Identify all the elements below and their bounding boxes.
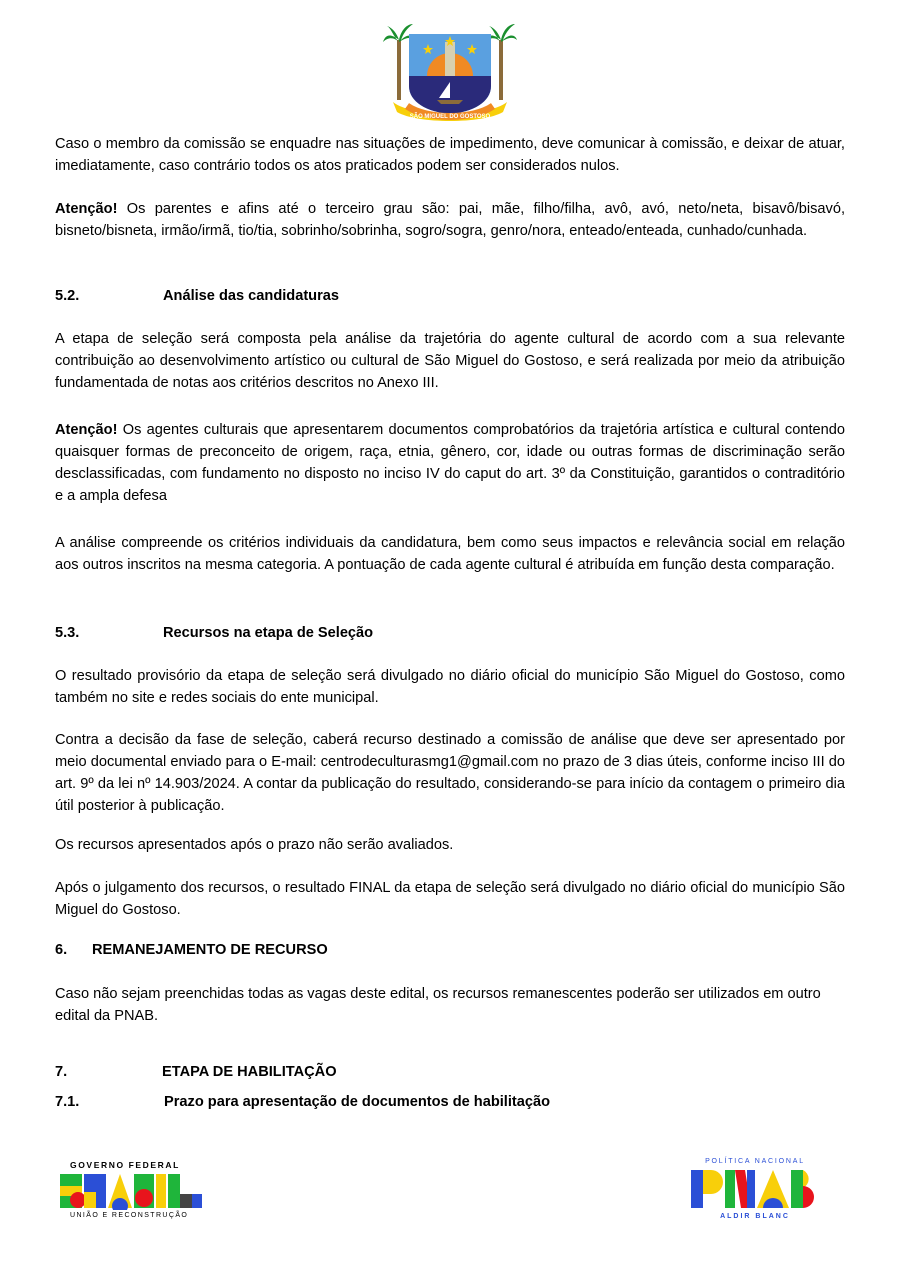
attention-label: Atenção! — [55, 422, 118, 438]
brasil-wordmark-icon — [58, 1172, 206, 1210]
paragraph-resultado-final: Após o julgamento dos recursos, o resultado FINAL da etapa de seleção será divulgado no diário oficial do município São Miguel do Gostoso. — [55, 880, 845, 918]
heading-5-3: 5.3. Recursos na etapa de Seleção — [55, 625, 374, 641]
heading-7-1: 7.1. Prazo para apresentação de documentos de habilitação — [55, 1094, 551, 1110]
paragraph-recurso-email: Contra a decisão da fase de seleção, caberá recurso destinado a comissão de análise que deve ser apresentado por meio documental enviado para o E-mail: centrodeculturasmg1@gmail.com no prazo de 3 dias úteis, conforme inciso III do art. 9º da lei nº 14.903/2024. A contar da publicação do resultado, considerando-se para início da contagem o primeiro dia útil posterior à publicação. — [55, 732, 845, 814]
paragraph-analise-criterios: A análise compreende os critérios individuais da candidatura, bem como seus impactos e relevância social em relação aos outros inscritos na mesma categoria. A pontuação de cada agente cultural é atribuída em função desta comparação. — [55, 535, 845, 573]
pnab-logo: POLÍTICA NACIONAL ALDIR BLANC — [670, 1148, 840, 1240]
paragraph-atencao-discriminacao: Atenção! Os agentes culturais que apresentarem documentos comprobatórios da trajetória artística e cultural contendo quaisquer formas de preconceito de origem, raça, etnia, gênero, cor, idade ou outras formas de discriminação serão desclassificadas, com fundamento no disposto no inciso IV do caput do art. 3º da Constituição, garantidos o contraditório e a ampla defesa — [55, 422, 845, 504]
attention-label: Atenção! — [55, 201, 118, 217]
paragraph-remanejamento: Caso não sejam preenchidas todas as vagas deste edital, os recursos remanescentes poderão ser utilizados em outro edital da PNAB. — [55, 986, 821, 1024]
heading-6: 6. REMANEJAMENTO DE RECURSO — [55, 942, 328, 958]
heading-7: 7. ETAPA DE HABILITAÇÃO — [55, 1064, 337, 1080]
governo-federal-logo: GOVERNO FEDERAL UNIÃO E RECONSTRUÇÃO — [58, 1160, 208, 1230]
paragraph-prazo: Os recursos apresentados após o prazo não serão avaliados. — [55, 837, 454, 853]
paragraph-etapa-selecao: A etapa de seleção será composta pela análise da trajetória do agente cultural de acordo com a sua relevante contribuição ao desenvolvimento artístico ou cultural de São Miguel do Gostoso, e será realizada por meio da atribuição fundamentada de notas aos critérios descritos no Anexo III. — [55, 331, 845, 391]
pnab-wordmark-icon — [689, 1168, 821, 1210]
paragraph-resultado-provisorio: O resultado provisório da etapa de seleção será divulgado no diário oficial do município São Miguel do Gostoso, como também no site e redes sociais do ente municipal. — [55, 668, 845, 706]
heading-5-2: 5.2. Análise das candidaturas — [55, 288, 340, 304]
municipal-crest-logo — [383, 18, 517, 122]
svg-text:SÃO MIGUEL DO GOSTOSO: SÃO MIGUEL DO GOSTOSO — [409, 114, 491, 120]
paragraph-atencao-parentes: Atenção! Os parentes e afins até o terceiro grau são: pai, mãe, filho/filha, avô, avó, neto/neta, bisavô/bisavó, bisneto/bisneta, irmão/irmã, tio/tia, sobrinho/sobrinha, sogro/sogra, genro/nora, enteado/enteada, cunhado/cunhada. — [55, 201, 845, 239]
paragraph-impedimento: Caso o membro da comissão se enquadre nas situações de impedimento, deve comunicar à comissão, e deixar de atuar, imediatamente, caso contrário todos os atos praticados podem ser considerados nulos. — [55, 136, 845, 174]
